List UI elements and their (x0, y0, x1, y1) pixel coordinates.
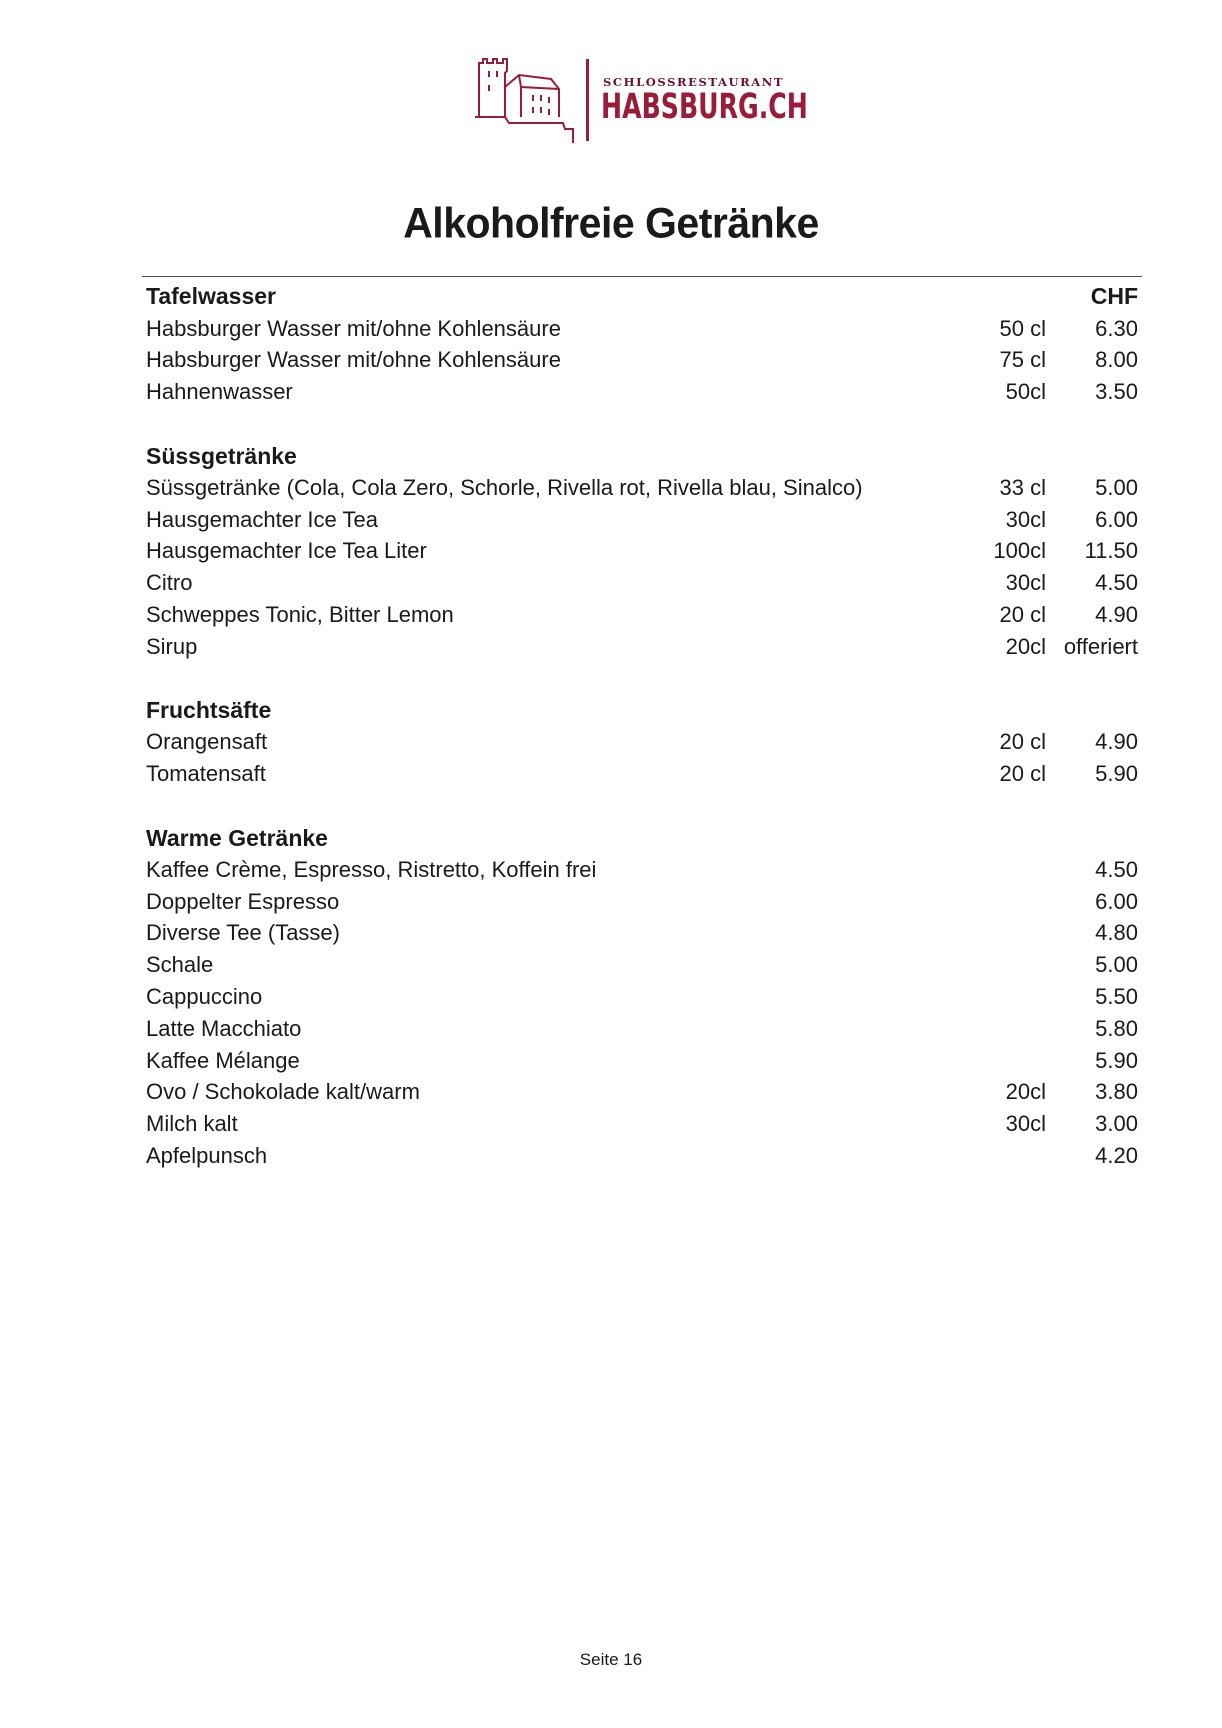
item-price: 11.50 (1084, 538, 1138, 564)
item-name: Süssgetränke (Cola, Cola Zero, Schorle, Rivella rot, Rivella blau, Sinalco) (146, 474, 863, 500)
item-price: 6.00 (1095, 506, 1138, 532)
menu-item (146, 981, 1138, 1013)
page-title: Alkoholfreie Getränke (403, 198, 819, 248)
section-heading-row (146, 822, 1138, 854)
item-size: 30cl (1005, 1111, 1046, 1137)
drinks-menu (146, 281, 1138, 1172)
item-price: 4.80 (1095, 920, 1138, 946)
item-price: 6.00 (1095, 888, 1138, 914)
item-name: Kaffee Mélange (146, 1047, 300, 1073)
header-rule (142, 276, 1142, 277)
section-heading-row (146, 281, 1138, 313)
section-gap (146, 663, 1138, 695)
item-price: 4.20 (1095, 1143, 1138, 1169)
section-heading: Warme Getränke (146, 824, 328, 851)
item-name: Habsburger Wasser mit/ohne Kohlensäure (146, 347, 561, 373)
menu-item (146, 1108, 1138, 1140)
item-price: 5.00 (1095, 474, 1138, 500)
item-name: Milch kalt (146, 1111, 238, 1137)
item-size: 33 cl (999, 474, 1046, 500)
castle-logo-icon (475, 57, 575, 145)
page-number: Seite 16 (579, 1650, 643, 1669)
item-price: 5.90 (1095, 1047, 1138, 1073)
item-name: Ovo / Schokolade kalt/warm (146, 1079, 420, 1105)
item-name: Hausgemachter Ice Tea (146, 506, 378, 532)
item-size: 20 cl (999, 761, 1046, 787)
item-size: 30cl (1005, 506, 1046, 532)
item-size: 75 cl (999, 347, 1046, 373)
menu-item (146, 949, 1138, 981)
item-name: Hausgemachter Ice Tea Liter (146, 538, 427, 564)
item-price: 6.30 (1095, 315, 1138, 341)
item-price: offeriert (1063, 633, 1138, 659)
item-size: 100cl (993, 538, 1046, 564)
logo-subtitle: SCHLOSSRESTAURANT (603, 75, 785, 89)
item-name: Habsburger Wasser mit/ohne Kohlensäure (146, 315, 561, 341)
item-name: Cappuccino (146, 984, 263, 1010)
item-name: Doppelter Espresso (146, 888, 340, 914)
item-size: 50cl (1005, 379, 1046, 405)
item-name: Latte Macchiato (146, 1015, 302, 1041)
item-price: 5.80 (1095, 1015, 1138, 1041)
item-name: Tomatensaft (146, 761, 266, 787)
menu-item (146, 313, 1138, 345)
menu-item (146, 758, 1138, 790)
item-size: 50 cl (999, 315, 1046, 341)
item-price: 3.00 (1095, 1111, 1138, 1137)
item-size: 20 cl (999, 729, 1046, 755)
item-price: 3.50 (1095, 379, 1138, 405)
item-size: 20 cl (999, 602, 1046, 628)
menu-item (146, 504, 1138, 536)
menu-item (146, 854, 1138, 886)
item-name: Orangensaft (146, 729, 268, 755)
section-heading-row (146, 695, 1138, 727)
logo (475, 55, 815, 145)
item-name: Apfelpunsch (146, 1143, 268, 1169)
item-size: 20cl (1005, 1079, 1046, 1105)
currency-label: CHF (1090, 283, 1138, 310)
item-size: 30cl (1005, 570, 1046, 596)
logo-name: HABSBURG.CH (601, 87, 808, 127)
menu-item (146, 567, 1138, 599)
menu-item (146, 345, 1138, 377)
item-price: 4.50 (1095, 856, 1138, 882)
item-price: 5.00 (1095, 952, 1138, 978)
section-gap (146, 408, 1138, 440)
menu-item (146, 918, 1138, 950)
menu-item (146, 1140, 1138, 1172)
item-price: 5.50 (1095, 984, 1138, 1010)
menu-item (146, 376, 1138, 408)
item-price: 4.90 (1095, 602, 1138, 628)
menu-item (146, 727, 1138, 759)
menu-item (146, 631, 1138, 663)
menu-item (146, 536, 1138, 568)
menu-item (146, 1013, 1138, 1045)
item-name: Schweppes Tonic, Bitter Lemon (146, 602, 454, 628)
item-name: Schale (146, 952, 214, 978)
item-name: Kaffee Crème, Espresso, Ristretto, Koffein frei (146, 856, 597, 882)
menu-item (146, 1077, 1138, 1109)
logo-divider (586, 59, 589, 141)
item-size: 20cl (1005, 633, 1046, 659)
item-price: 8.00 (1095, 347, 1138, 373)
section-heading: Süssgetränke (146, 442, 297, 469)
item-price: 4.90 (1095, 729, 1138, 755)
section-heading: Tafelwasser (146, 283, 276, 310)
menu-item (146, 599, 1138, 631)
item-name: Sirup (146, 633, 198, 659)
item-price: 5.90 (1095, 761, 1138, 787)
item-name: Hahnenwasser (146, 379, 293, 405)
menu-item (146, 886, 1138, 918)
item-name: Citro (146, 570, 193, 596)
section-heading-row (146, 440, 1138, 472)
menu-item (146, 1045, 1138, 1077)
section-gap (146, 790, 1138, 822)
item-name: Diverse Tee (Tasse) (146, 920, 340, 946)
section-heading: Fruchtsäfte (146, 697, 272, 724)
item-price: 3.80 (1095, 1079, 1138, 1105)
item-price: 4.50 (1095, 570, 1138, 596)
menu-item (146, 472, 1138, 504)
